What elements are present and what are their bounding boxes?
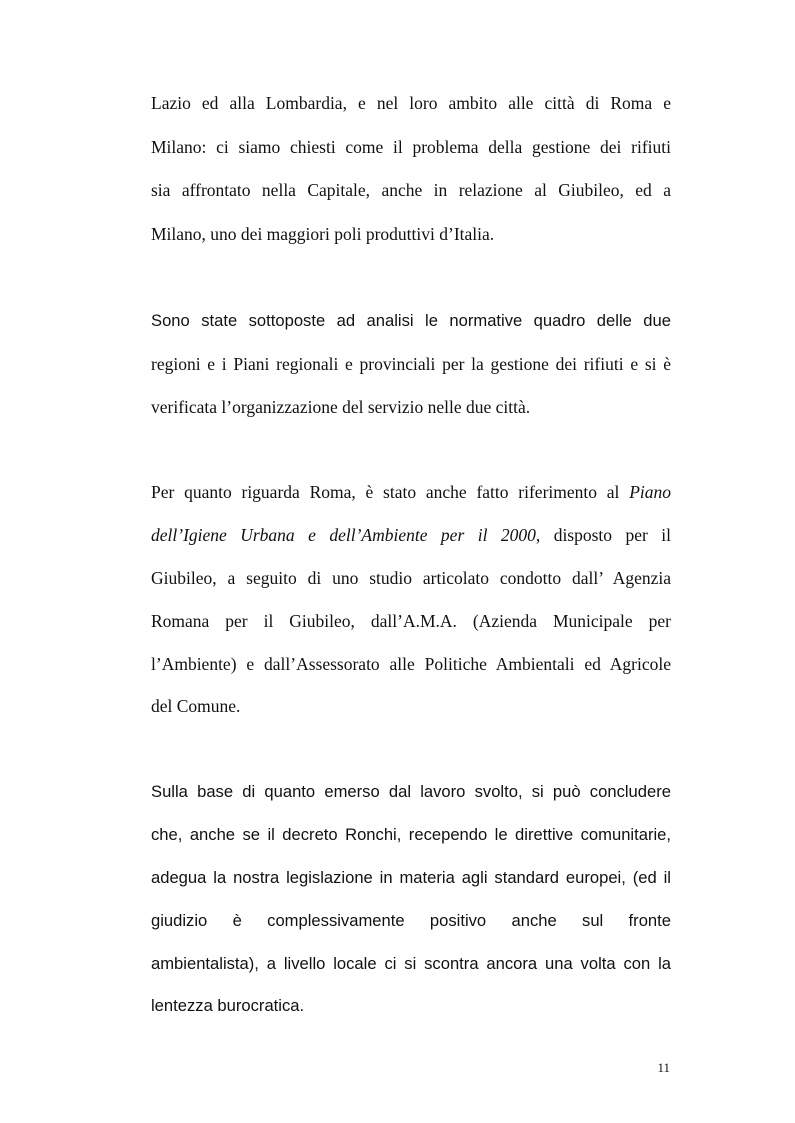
paragraph-4-line-5: ambientalista), a livello locale ci si scontra ancora una volta con la — [151, 954, 671, 973]
paragraph-1-line-3: sia affrontato nella Capitale, anche in relazione al Giubileo, ed a — [151, 180, 671, 200]
paragraph-3-line-5: l’Ambiente) e dall’Assessorato alle Politiche Ambientali ed Agricole — [151, 654, 671, 674]
paragraph-4-line-3: adegua la nostra legislazione in materia agli standard europei, (ed il — [151, 868, 671, 887]
paragraph-4-line-1: Sulla base di quanto emerso dal lavoro svolto, si può concludere — [151, 782, 671, 801]
paragraph-3-line-4: Romana per il Giubileo, dall’A.M.A. (Azienda Municipale per — [151, 611, 671, 631]
paragraph-3-line-6: del Comune. — [151, 696, 241, 716]
paragraph-3-line-1 — [151, 481, 671, 503]
plan-title-part-2: dell’Igiene Urbana e dell’Ambiente per il 2000 — [151, 525, 536, 545]
paragraph-1-line-4: Milano, uno dei maggiori poli produttivi d’Italia. — [151, 224, 495, 244]
paragraph-2-line-2: regioni e i Piani regionali e provinciali per la gestione dei rifiuti e si è — [151, 354, 671, 374]
paragraph-3-line-1-text: Per quanto riguarda Roma, è stato anche fatto riferimento al — [151, 482, 630, 502]
paragraph-2-line-3: verificata l’organizzazione del servizio nelle due città. — [151, 397, 531, 417]
paragraph-3-line-2 — [151, 524, 671, 546]
paragraph-4-line-4: giudizio è complessivamente positivo anche sul fronte — [151, 911, 671, 930]
page-number: 11 — [657, 1060, 670, 1075]
paragraph-1-line-2: Milano: ci siamo chiesti come il problema della gestione dei rifiuti — [151, 137, 671, 157]
paragraph-3-line-3: Giubileo, a seguito di uno studio articolato condotto dall’ Agenzia — [151, 568, 671, 588]
paragraph-2-line-1: Sono state sottoposte ad analisi le normative quadro delle due — [151, 311, 671, 330]
paragraph-4-line-2: che, anche se il decreto Ronchi, recependo le direttive comunitarie, — [151, 825, 671, 844]
paragraph-4-line-6: lentezza burocratica. — [151, 996, 305, 1015]
paragraph-1-line-1: Lazio ed alla Lombardia, e nel loro ambito alle città di Roma e — [151, 93, 671, 113]
paragraph-3-line-2-text: , disposto per il — [535, 525, 671, 545]
plan-title-part-1: Piano — [629, 482, 671, 502]
